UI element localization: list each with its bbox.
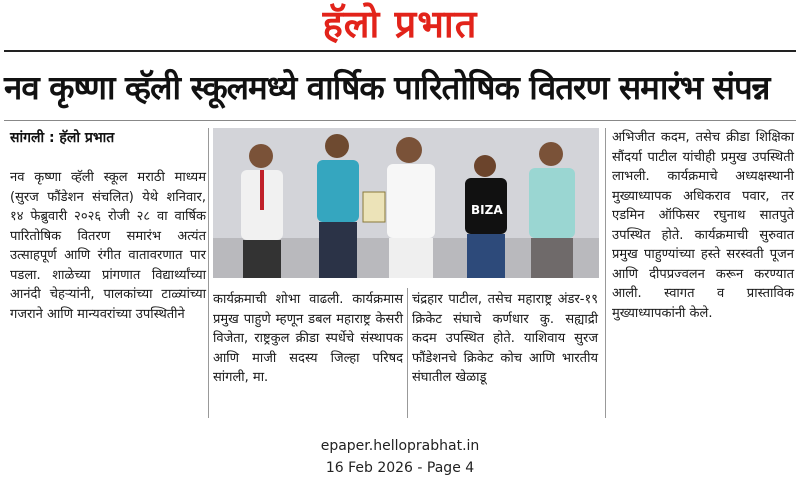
article-column-3: चंद्रहार पाटील, तसेच महाराष्ट्र अंडर-१९ क्रिकेट संघाचे कर्णधार कु. सह्याद्री कदम उपस्थित होते. याशिवाय सुरज फौंडेशनचे क्रिकेट कोच आणि भारतीय संघातील खेळाडू: [412, 292, 598, 385]
headline-rule: [4, 120, 796, 121]
masthead-rule: [4, 50, 796, 52]
masthead-logo: हॅलो प्रभात: [322, 1, 478, 46]
headline: नव कृष्णा व्हॅली स्कूलमध्ये वार्षिक पारितोषिक वितरण समारंभ संपन्न: [4, 68, 770, 107]
article-column-1: नव कृष्णा व्हॅली स्कूल मराठी माध्यम (सुरज फौंडेशन संचलित) येथे शनिवार, १४ फेब्रुवारी २०२६ रोजी २८ वा वार्षिक पारितोषिक वितरण समारंभ अत्यंत उत्साहपूर्ण आणि रंगीत वातावरणात पार पडला. शाळेच्या प्रांगणात विद्यार्थ्यांच्या आनंदी चेहऱ्यांनी, पालकांच्या टाळ्यांच्या गजराने आणि मान्यवरांच्या उपस्थितीने: [10, 170, 206, 322]
column-divider: [208, 128, 209, 418]
article-column-2: कार्यक्रमाची शोभा वाढली. कार्यक्रमास प्रमुख पाहुणे म्हणून डबल महाराष्ट्र केसरी विजेता, राष्ट्रकुल क्रीडा स्पर्धेचे संस्थापक आणि माजी सदस्य जिल्हा परिषद सांगली, मा.: [213, 292, 403, 385]
footer-page-info: 16 Feb 2026 - Page 4: [325, 460, 475, 476]
event-photo: [213, 128, 599, 278]
shirt-print: BIZA: [471, 203, 503, 217]
event-photo-illustration: [213, 128, 599, 278]
article-column-4: अभिजीत कदम, तसेच क्रीडा शिक्षिका सौंदर्या पाटील यांचीही प्रमुख उपस्थिती लाभली. कार्यक्रमाचे अध्यक्षस्थानी मुख्याध्यापक अधिकराव पवार, तर एडमिन ऑफिसर रघुनाथ सातपुते उपस्थित होते. कार्यक्रमाची सुरुवात प्रमुख पाहुण्यांच्या हस्ते सरस्वती पूजन आणि दीपप्रज्वलन करून करण्यात आली. स्वागत व प्रास्ताविक मुख्याध्यापकांनी केले.: [612, 130, 794, 321]
dateline: सांगली : हॅलो प्रभात: [10, 130, 115, 146]
footer-site: epaper.helloprabhat.in: [320, 438, 480, 454]
column-divider: [605, 128, 606, 418]
column-divider: [407, 288, 408, 418]
